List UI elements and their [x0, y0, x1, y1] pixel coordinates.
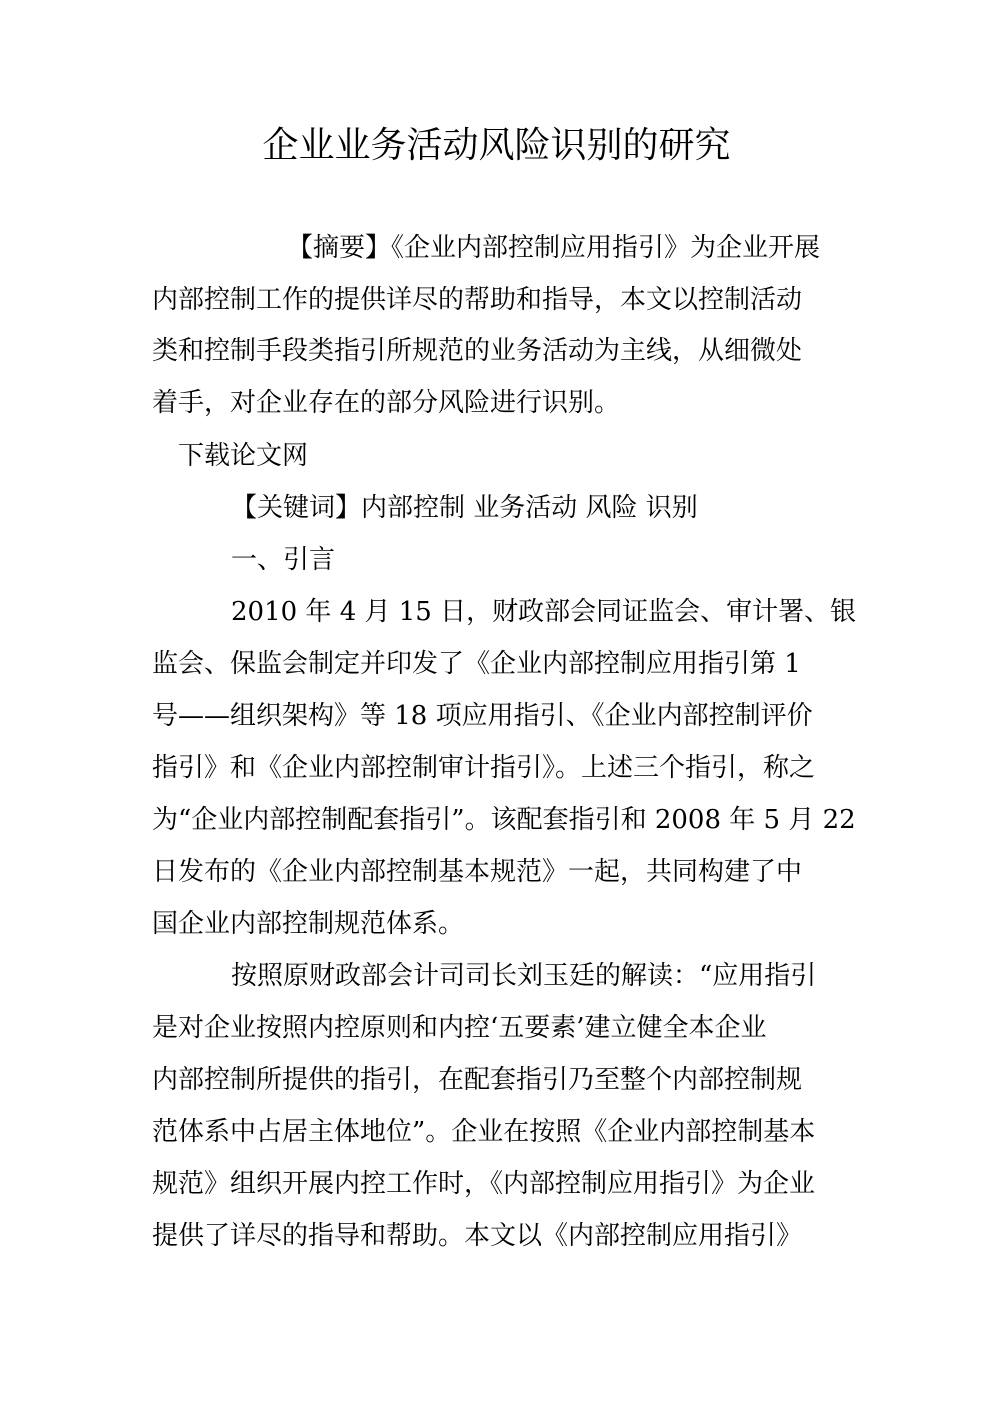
paragraph-line: 按照原财政部会计司司长刘玉廷的解读：“应用指引 [231, 961, 817, 991]
source-note: 下载论文网 [178, 441, 309, 471]
abstract-line: 内部控制工作的提供详尽的帮助和指导，本文以控制活动 [152, 285, 803, 315]
paragraph-line: 为“企业内部控制配套指引”。该配套指引和 2008 年 5 月 22 [152, 805, 856, 835]
paragraph-line: 是对企业按照内控原则和内控‘五要素’建立健全本企业 [152, 1013, 767, 1043]
paragraph-line: 规范》组织开展内控工作时，《内部控制应用指引》为企业 [152, 1169, 816, 1199]
paragraph-line: 国企业内部控制规范体系。 [152, 909, 465, 939]
paragraph-line: 号——组织架构》等 18 项应用指引、《企业内部控制评价 [152, 701, 813, 731]
paragraph-line: 提供了详尽的指导和帮助。本文以《内部控制应用指引》 [152, 1221, 803, 1251]
section-heading: 一、引言 [231, 545, 336, 575]
paragraph-line: 指引》和《企业内部控制审计指引》。上述三个指引，称之 [152, 753, 816, 783]
abstract-line: 【摘要】《企业内部控制应用指引》为企业开展 [287, 233, 821, 263]
abstract-line: 类和控制手段类指引所规范的业务活动为主线，从细微处 [152, 336, 803, 366]
paragraph-line: 监会、保监会制定并印发了《企业内部控制应用指引第 1 [152, 649, 801, 679]
paragraph-line: 范体系中占居主体地位”。企业在按照《企业内部控制基本 [152, 1117, 816, 1147]
paragraph-line: 2010 年 4 月 15 日，财政部会同证监会、审计署、银 [231, 597, 857, 627]
paragraph-line: 日发布的《企业内部控制基本规范》一起，共同构建了中 [152, 857, 803, 887]
paragraph-line: 内部控制所提供的指引，在配套指引乃至整个内部控制规 [152, 1065, 803, 1095]
keywords: 【关键词】内部控制 业务活动 风险 识别 [231, 493, 698, 523]
document-title: 企业业务活动风险识别的研究 [262, 125, 731, 166]
abstract-line: 着手，对企业存在的部分风险进行识别。 [152, 388, 621, 418]
